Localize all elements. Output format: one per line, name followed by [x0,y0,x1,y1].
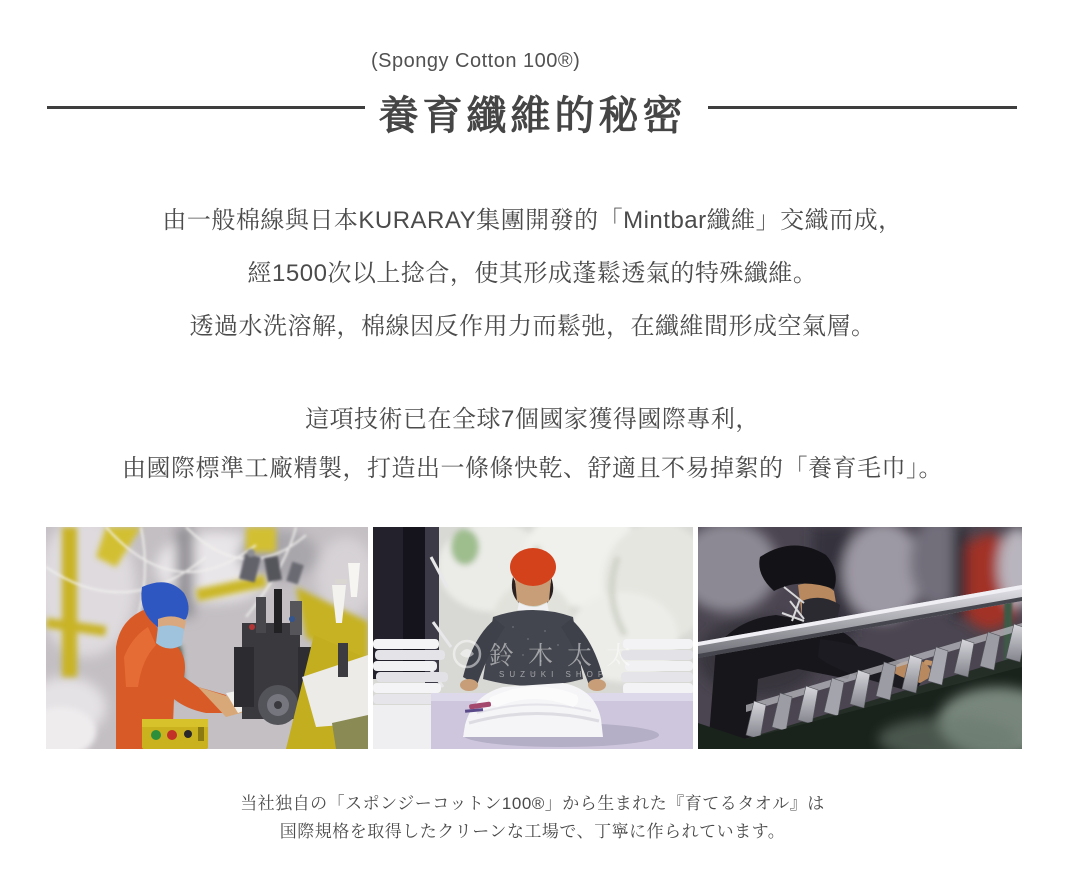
patent-line: 由國際標準工廠精製，打造出一條條快乾、舒適且不易掉絮的「養育毛巾」。 [122,455,943,482]
intro-line: 經1500次以上捻合，使其形成蓬鬆透氣的特殊纖維。 [247,260,818,287]
spinning-machine-photo [698,527,1022,749]
control-box [142,719,208,749]
title-rule-right [708,106,1017,109]
patent-line: 這項技術已在全球7個國家獲得國際專利， [305,406,760,433]
eyebrow-label: (Spongy Cotton 100®) [371,50,581,72]
sewing-factory-photo [46,527,368,749]
footer-line: 国際規格を取得したクリーンな工場で、丁寧に作られています。 [279,822,786,841]
photo-strip [46,527,1020,749]
spinning-machine-illustration [698,527,1022,749]
intro-line: 由一般棉線與日本KURARAY集團開發的「Mintbar纖維」交織而成， [162,207,903,234]
page-title: 養育纖維的秘密 [378,94,687,138]
footer-line: 当社独自の「スポンジーコットン100®」から生まれた『育てるタオル』は [240,794,825,813]
watermark-subtext: SUZUKI SHOP [499,670,609,679]
towel-folding-illustration [373,527,693,749]
watermark-text: 鈴木太太 [489,642,646,670]
sewing-factory-illustration [46,527,368,749]
towel-folding-photo [373,527,693,749]
intro-line: 透過水洗溶解，棉線因反作用力而鬆弛，在纖維間形成空氣層。 [189,313,876,340]
